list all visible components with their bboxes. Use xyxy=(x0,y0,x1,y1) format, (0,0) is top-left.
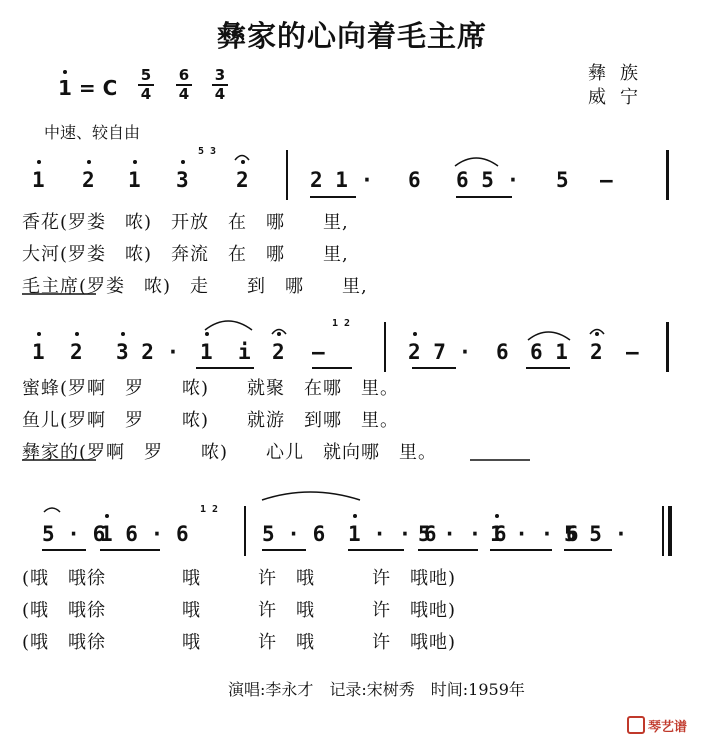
high-octave-dot xyxy=(241,160,245,164)
high-octave-dot xyxy=(277,332,281,336)
high-octave-dot xyxy=(181,160,185,164)
key-signature: 1 = C xyxy=(58,76,118,100)
note: 2 xyxy=(70,340,83,364)
barline xyxy=(244,506,246,556)
lyric-line: 鱼儿(罗啊 罗 哝) 就游 到哪 里。 xyxy=(22,410,400,431)
grace-notes: 5 3 xyxy=(198,146,217,157)
time-signature-1: 5 4 xyxy=(138,68,154,102)
note: 1 xyxy=(32,340,45,364)
note: 6 5 · xyxy=(456,168,520,192)
high-octave-dot xyxy=(133,160,137,164)
tempo-marking: 中速、较自由 xyxy=(44,123,141,142)
note: 5 · 6 xyxy=(42,522,106,546)
note: 2 xyxy=(272,340,285,364)
lyric-line: 毛主席(罗娄 哝) 走 到 哪 里, xyxy=(22,276,368,297)
high-octave-dot xyxy=(353,514,357,518)
song-title: 彝家的心向着毛主席 xyxy=(216,19,487,53)
note: 6 xyxy=(496,340,509,364)
note: 1 · · 6 xyxy=(490,522,579,546)
high-octave-dot xyxy=(595,332,599,336)
lyric-line: (哦 哦徐 哦 许 哦 许 哦吔) xyxy=(22,568,457,589)
high-octave-dot xyxy=(495,514,499,518)
grace-notes: 1 2 xyxy=(200,504,219,515)
brand-watermark xyxy=(627,716,687,735)
note: 6 1 xyxy=(530,340,568,364)
note: 2 xyxy=(82,168,95,192)
final-barline-thick xyxy=(668,506,672,556)
origin-place: 威宁 xyxy=(588,87,652,108)
high-octave-dot xyxy=(121,332,125,336)
note: 3 2 · xyxy=(116,340,180,364)
lyric-line: 大河(罗娄 哝) 奔流 在 哪 里, xyxy=(22,244,349,265)
time-signature-3: 3 4 xyxy=(212,68,228,102)
brand-name: 琴艺谱 xyxy=(648,720,688,735)
lyric-line: (哦 哦徐 哦 许 哦 许 哦吔) xyxy=(22,600,457,621)
high-octave-dot xyxy=(87,160,91,164)
high-octave-dot xyxy=(105,514,109,518)
brand-logo-icon xyxy=(627,716,645,734)
lyric-line: 蜜蜂(罗啊 罗 哝) 就聚 在哪 里。 xyxy=(22,378,400,399)
note: — xyxy=(626,340,639,364)
final-barline-thin xyxy=(662,506,664,556)
origin-ethnicity: 彝族 xyxy=(588,63,652,84)
lyric-line: 彝家的(罗啊 罗 哝) 心儿 就向哪 里。 xyxy=(22,442,438,463)
note: 1 xyxy=(32,168,45,192)
note: 1 xyxy=(128,168,141,192)
grace-notes: 1 2 xyxy=(332,318,351,329)
note: 1 · · 6 xyxy=(348,522,437,546)
note: 2 xyxy=(590,340,603,364)
note: 5 · 6 xyxy=(262,522,326,546)
note: — xyxy=(312,340,325,364)
high-octave-dot xyxy=(413,332,417,336)
high-octave-dot xyxy=(75,332,79,336)
barline xyxy=(666,322,669,372)
note: 1 6 · xyxy=(100,522,164,546)
note: — xyxy=(600,168,613,192)
high-octave-dot xyxy=(37,332,41,336)
barline xyxy=(384,322,386,372)
lyric-line: 香花(罗娄 哝) 开放 在 哪 里, xyxy=(22,212,349,233)
note: 1 xyxy=(200,340,213,364)
note: 5 5 · xyxy=(564,522,628,546)
note: 2 xyxy=(236,168,249,192)
barline xyxy=(666,150,669,200)
note: 5 xyxy=(556,168,569,192)
lyric-line: (哦 哦徐 哦 许 哦 许 哦吔) xyxy=(22,632,457,653)
note: 2 1 · xyxy=(310,168,374,192)
note: i xyxy=(238,340,251,364)
time-signature-2: 6 4 xyxy=(176,68,192,102)
note: 2 7 · xyxy=(408,340,472,364)
note: 5 · · 6 xyxy=(418,522,507,546)
credits: 演唱:李永才 记录:宋树秀 时间:1959年 xyxy=(228,680,525,699)
barline xyxy=(286,150,288,200)
note: 6 xyxy=(176,522,189,546)
note: 6 xyxy=(408,168,421,192)
high-octave-dot xyxy=(37,160,41,164)
note: 3 xyxy=(176,168,189,192)
high-octave-dot xyxy=(205,332,209,336)
